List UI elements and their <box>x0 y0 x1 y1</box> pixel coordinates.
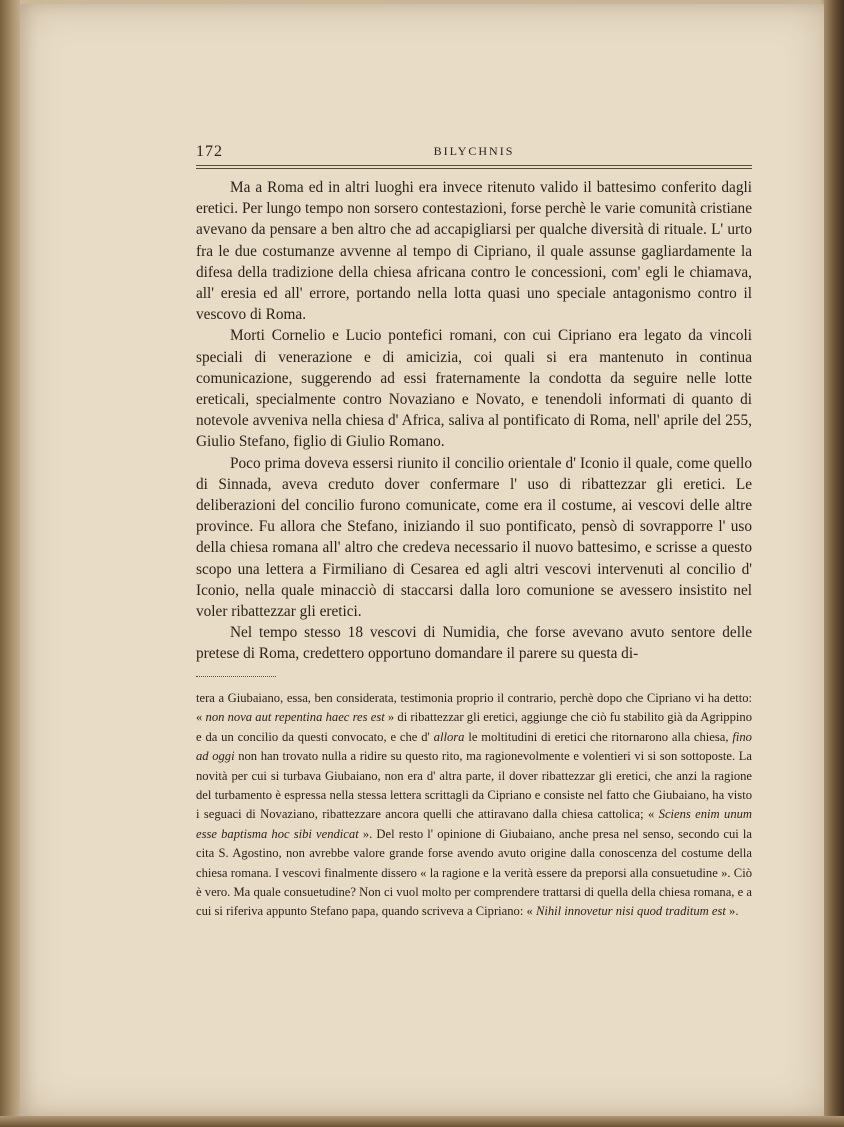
paragraph: Nel tempo stesso 18 vescovi di Numidia, che forse avevano avuto sentore delle pretese di Roma, credettero opportuno domandare il parere su questa di- <box>196 624 752 663</box>
italic-word: allora <box>433 729 465 744</box>
latin-quote: non nova aut repentina haec res est <box>205 710 385 725</box>
latin-quote: Sciens enim unum esse baptisma hoc sibi vendicat <box>196 807 753 841</box>
footnote <box>196 689 752 922</box>
paragraph: Poco prima doveva essersi riunito il concilio orientale d' Iconio il quale, come quello di Sinnada, aveva creduto dover confermare l' uso di ribattezzar gli eretici. Le deliberazioni del concilio furono comunicate, come era il costume, ai vescovi delle altre province. Fu allora che Stefano, iniziando il suo pontificato, pensò di sovrapporre l' uso della chiesa romana all' altro che credeva necessario il nuovo battesimo, e scrisse a questo scopo una lettera a Firmiliano di Cesarea ed agli altri vescovi intervenuti al concilio d' Iconio, nella quale minacciò di staccarsi dalla loro comunione se avessero insistito nel voler ribattezzar gli eretici. <box>196 454 752 621</box>
footnote-separator <box>196 676 276 677</box>
page-edge-bottom <box>0 1116 844 1127</box>
paragraph: Ma a Roma ed in altri luoghi era invece ritenuto valido il battesimo conferito dagli eretici. Per lungo tempo non sorsero contestazioni, forse perchè le varie comunità cristiane avevano da pensare a ben altro che ad accapigliarsi per qualche diversità di rituale. L' urto fra le due costumanze avvenne al tempo di Cipriano, il quale assunse gagliardamente la difesa della tradizione della chiesa africana contro le concessioni, com' egli le chiamava, all' eresia ed all' errore, portando nella lotta quasi uno speciale antagonismo contro il vescovo di Roma. <box>196 179 752 324</box>
paragraph: Morti Cornelio e Lucio pontefici romani, con cui Cipriano era legato da vincoli speciali di venerazione e di amicizia, coi quali si era mantenuto in continua comunicazione, suggerendo ad essi fraternamente la condotta da seguire nelle lotte ereticali, specialmente contro Novaziano e Novato, e tenendoli informati di quanto di notevole avveniva nella chiesa d' Africa, saliva al pontificato di Roma, nell' aprile del 255, Giulio Stefano, figlio di Giulio Romano. <box>196 327 752 451</box>
page-number: 172 <box>196 143 223 160</box>
page-header <box>196 143 752 165</box>
latin-quote: Nihil innovetur nisi quod traditum est <box>535 904 726 919</box>
page-edge-right <box>824 0 844 1127</box>
footnote-text: tera a Giubaiano, essa, ben considerata, testimonia proprio il contrario, perchè dopo che Cipriano vi ha detto: « non nova aut repentina haec res est » di ribattezzar gli eretici, aggiunge che ciò fu stabilito già da Agrippino e da un concilio da questi convocato, e che d' allora le moltitudini di eretici che ritornarono alla chiesa, fino ad oggi non han trovato nulla a ridire su questo rito, ma ragionevolmente e volentieri vi si son sottoposte. La novità per cui si turbava Giubaiano, non era d' altra parte, il dover ribattezzar gli eretici, che anzi la ragione del turbamento è espressa nella stessa lettera scrittagli da Cipriano e consiste nel fatto che Giubaiano, ha visto i seguaci di Novaziano, ribattezzare ancora quelli che attiravano dalla chiesa cattolica; « Sciens enim unum esse baptisma hoc sibi vendicat ». Del resto l' opinione di Giubaiano, anche presa nel senso, secondo cui la cita S. Agostino, non avrebbe valore grande forse avendo avuto origine dalla conoscenza del costume della chiesa romana. I vescovi finalmente dissero « la ragione e la verità essere da preporsi alla consuetudine ». Ciò è vero. Ma quale consuetudine? Non ci vuol molto per comprendere trattarsi di quella della chiesa romana, e a cui si riferiva appunto Stefano papa, quando scriveva a Cipriano: « Nihil innovetur nisi quod traditum est ». <box>196 691 753 919</box>
header-rule <box>196 165 752 169</box>
italic-phrase: fino ad oggi <box>196 729 752 764</box>
running-head: BILYCHNIS <box>433 144 515 158</box>
binding-edge-left <box>0 0 20 1127</box>
main-text <box>196 177 752 665</box>
